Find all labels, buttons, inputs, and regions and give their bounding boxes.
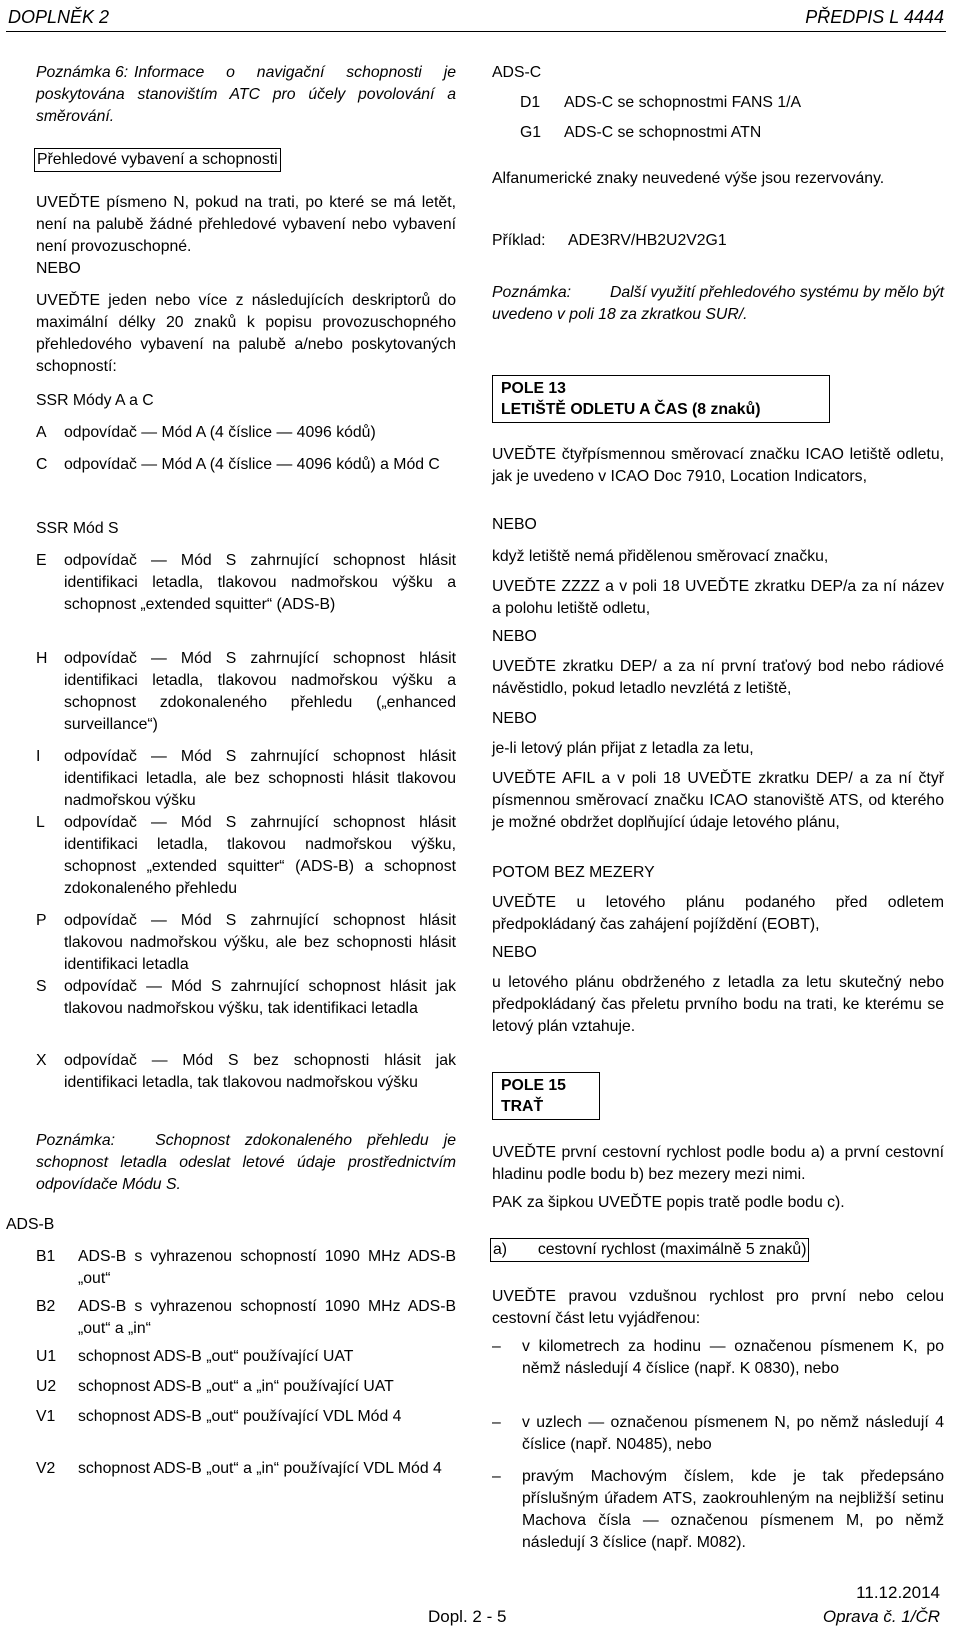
pole13-p1: UVEĎTE čtyřpísmennou směrovací značku ICAO letiště odletu, jak je uvedeno v ICAO Doc 7910, Location Indicators, xyxy=(492,446,944,485)
pole15-p1: UVEĎTE první cestovní rychlost podle bodu a) a první cestovní hladinu podle bodu b) bez mezery mezi nimi. xyxy=(492,1144,944,1183)
surveillance-p2: UVEĎTE jeden nebo více z následujících deskriptorů do maximální délky 20 znaků k popisu provozuschopného přehledového vybavení na palubě a/nebo poskytovaných schopností: xyxy=(36,292,456,375)
pole13-p2: když letiště nemá přidělenou směrovací značku, xyxy=(492,548,829,565)
footer-amendment: Oprava č. 1/ČR xyxy=(822,1607,940,1626)
nebo-r3: NEBO xyxy=(492,710,537,727)
pole15-heading: POLE 15 TRAŤ xyxy=(492,1072,600,1120)
pole15-p2: PAK za šipkou UVEĎTE popis tratě podle bodu c). xyxy=(492,1194,845,1211)
note-enhanced-text: Schopnost zdokonaleného přehledu je schopnost letadla odeslat letové údaje prostřednictvím odpovídače Módu S. xyxy=(36,1132,456,1193)
footer-date: 11.12.2014 xyxy=(856,1583,940,1602)
pole13-p5: je-li letový plán přijat z letadla za letu, xyxy=(492,740,754,757)
note-enhanced-label: Poznámka: xyxy=(36,1132,116,1149)
page-header xyxy=(6,5,946,32)
header-left: DOPLNĚK 2 xyxy=(8,7,110,27)
note-enhanced xyxy=(36,1130,456,1196)
item-a-text: cestovní rychlost (maximálně 5 znaků) xyxy=(537,1241,807,1258)
note-6-label: Poznámka 6: xyxy=(36,64,129,81)
note-6-text: Informace o navigační schopnosti je poskytována stanovištím ATC pro účely povolování a směrování. xyxy=(36,64,456,125)
pole13-p3: UVEĎTE ZZZZ a v poli 18 UVEĎTE zkratku DEP/a za ní název a polohu letiště odletu, xyxy=(492,578,944,617)
example xyxy=(492,230,944,252)
item-a-key: a) xyxy=(493,1241,508,1258)
header-right: PŘEDPIS L 4444 xyxy=(805,7,944,27)
surveillance-p1: UVEĎTE písmeno N, pokud na trati, po které se má letět, není na palubě žádné přehledové vybavení nebo vybavení není provozuschopné. xyxy=(36,194,456,255)
pole13-p8: u letového plánu obdrženého z letadla za letu skutečný nebo předpokládaný čas přeletu prvního bodu na trati, ke kterému se letový plán vztahuje. xyxy=(492,974,944,1035)
nebo-r2: NEBO xyxy=(492,628,537,645)
pole13-heading: POLE 13 LETIŠTĚ ODLETU A ČAS (8 znaků) xyxy=(492,375,830,423)
example-label: Příklad: xyxy=(492,232,546,249)
footer-page-number: Dopl. 2 - 5 xyxy=(428,1607,507,1626)
ssr-ac-heading: SSR Módy A a C xyxy=(36,392,154,409)
nebo-r4: NEBO xyxy=(492,944,537,961)
adsc-heading: ADS-C xyxy=(492,64,542,81)
item-a-cruising-speed xyxy=(490,1238,809,1262)
note-sur-label: Poznámka: xyxy=(492,284,572,301)
note-sur-text: Další využití přehledového systému by mělo být uvedeno v poli 18 za zkratkou SUR/. xyxy=(492,284,945,323)
note-sur xyxy=(492,282,944,326)
surveillance-heading: Přehledové vybavení a schopnosti xyxy=(34,148,281,172)
potom-bez-mezery: POTOM BEZ MEZERY xyxy=(492,864,655,881)
pole15-p3: UVEĎTE pravou vzdušnou rychlost pro první nebo celou cestovní část letu vyjádřenou: xyxy=(492,1288,944,1327)
ssr-s-heading: SSR Mód S xyxy=(36,520,119,537)
reserved-text: Alfanumerické znaky neuvedené výše jsou rezervovány. xyxy=(492,170,885,187)
nebo-1: NEBO xyxy=(36,260,81,277)
nebo-r1: NEBO xyxy=(492,516,537,533)
example-value: ADE3RV/HB2U2V2G1 xyxy=(568,232,727,249)
pole13-p4: UVEĎTE zkratku DEP/ a za ní první traťový bod nebo rádiové návěstidlo, pokud letadlo nevzlétá z letiště, xyxy=(492,658,944,697)
adsb-heading: ADS-B xyxy=(6,1216,55,1233)
pole13-p7: UVEĎTE u letového plánu podaného před odletem předpokládaný čas zahájení pojíždění (EOBT), xyxy=(492,894,944,933)
pole13-p6: UVEĎTE AFIL a v poli 18 UVEĎTE zkratku DEP/ a za ní čtyř písmennou směrovací značku ICAO stanoviště ATS, od kterého je možné obdržet doplňující údaje letového plánu, xyxy=(492,770,944,831)
document-page: DOPLNĚK 2 PŘEDPIS L 4444 Poznámka 6: Informace o navigační schopnosti je poskytována stanovištím ATC pro účely povolování a směrování. Přehledové vybavení a schopnosti UVEĎTE písmeno N, pokud na trati, po které se má letět, není na palubě žádné přehledové vybavení nebo vybavení není provozuschopné. NEBO UVEĎTE jeden nebo více z následujících deskriptorů do maximální délky 20 znaků k popisu provozuschopného přehledového vybavení na palubě a/nebo poskytovaných schopností: SSR Módy A a C A odpovídač — Mód A (4 číslice — 4096 kódů) C odpovídač — Mód A (4 číslice — 4096 kódů) a Mód C SSR Mód S E odpovídač — Mód S zahrnující schopnost hlásit identifikaci letadla, tlakovou nadmořskou výšku a schopnost „extended squitter“ (ADS-B) H odpovídač — Mód S zahrnující schopnost hlásit identifikaci letadla, tlakovou nadmořskou výšku a schopnost zdokonaleného přehledu („enhanced surveillance“) I odpovídač — Mód S zahrnující schopnost hlásit identifikaci letadla, ale bez schopnosti hlásit tlakovou nadmořskou výšku L odpovídač — Mód S zahrnující schopnost hlásit identifikaci letadla, tlakovou nadmořskou výšku, schopnost „extended squitter“ (ADS-B) a schopnost zdokonaleného přehledu P odpovídač — Mód S zahrnující schopnost hlásit tlakovou nadmořskou výšku, ale bez schopnosti hlásit identifikaci letadla S odpovídač — Mód S zahrnující schopnost hlásit jak tlakovou nadmořskou výšku, tak identifikaci letadla X odpovídač — Mód S bez schopnosti hlásit jak identifikaci letadla, tak tlakovou nadmořskou výšku Poznámka: Schopnost zdokonaleného přehledu je schopnost letadla odeslat letové údaje prostřednictvím odpovídače Módu S. ADS-B B1 ADS-B s vyhrazenou schopností 1090 MHz ADS-B „out“ B2 ADS-B s vyhrazenou schopností 1090 MHz ADS-B „out“ a „in“ U1 schopnost ADS-B „out“ používající UAT U2 schopnost ADS-B „out“ a „in“ používající UAT V1 schopnost ADS-B „out“ používající VDL Mód 4 V2 schopnost ADS-B „out“ a „in“ používající VDL Mód 4 ADS-C D1 ADS-C se schopnostmi FANS 1/A G1 ADS-C se schopnostmi ATN Alfanumerické znaky neuvedené výše jsou rezervovány. Příklad: ADE3RV/HB2U2V2G1 Poznámka: Další využití přehledového systému by mělo být uvedeno v poli 18 za zkratkou SUR/. POLE 13 LETIŠTĚ ODLETU A ČAS (8 znaků) UVEĎTE čtyřpísmennou směrovací značku ICAO letiště odletu, jak je uvedeno v ICAO Doc 7910, Location Indicators, NEBO když letiště nemá přidělenou směrovací značku, UVEĎTE ZZZZ a v poli 18 UVEĎTE zkratku DEP/a za ní název a polohu letiště odletu, NEBO UVEĎTE zkratku DEP/ a za ní první traťový bod nebo rádiové návěstidlo, pokud letadlo nevzlétá z letiště, NEBO je-li letový plán přijat z letadla za letu, UVEĎTE AFIL a v poli 18 UVEĎTE zkratku DEP/ a za ní čtyř písmennou směrovací značku ICAO stanoviště ATS, od kterého je možné obdržet doplňující údaje letového plánu, POTOM BEZ MEZERY UVEĎTE u letového plánu podaného před odletem předpokládaný čas zahájení pojíždění (EOBT), NEBO u letového plánu obdrženého z letadla za letu skutečný nebo předpokládaný čas přeletu prvního bodu na trati, ke kterému se letový plán vztahuje. POLE 15 TRAŤ UVEĎTE první cestovní rychlost podle bodu a) a první cestovní hladinu podle bodu b) bez mezery mezi nimi. PAK za šipkou UVEĎTE popis tratě podle bodu c). a) cestovní rychlost (maximálně 5 znaků) UVEĎTE pravou vzdušnou rychlost pro první nebo celou cestovní část letu vyjádřenou: – v kilometrech za hodinu — označenou písmenem K, po němž následují 4 číslice (např. K 0830), nebo – v uzlech — označenou písmenem N, po němž následují 4 číslice (např. N0485), nebo – pravým Machovým číslem, kde je tak předepsáno příslušným úřadem ATS, zaokrouhleným na nejbližší setinu Machova čísla — označenou písmenem M, po němž následují 3 číslice (např. M082). 11.12.2014 Dopl. 2 - 5 Oprava č. 1/ČR xyxy=(6,7,945,1626)
